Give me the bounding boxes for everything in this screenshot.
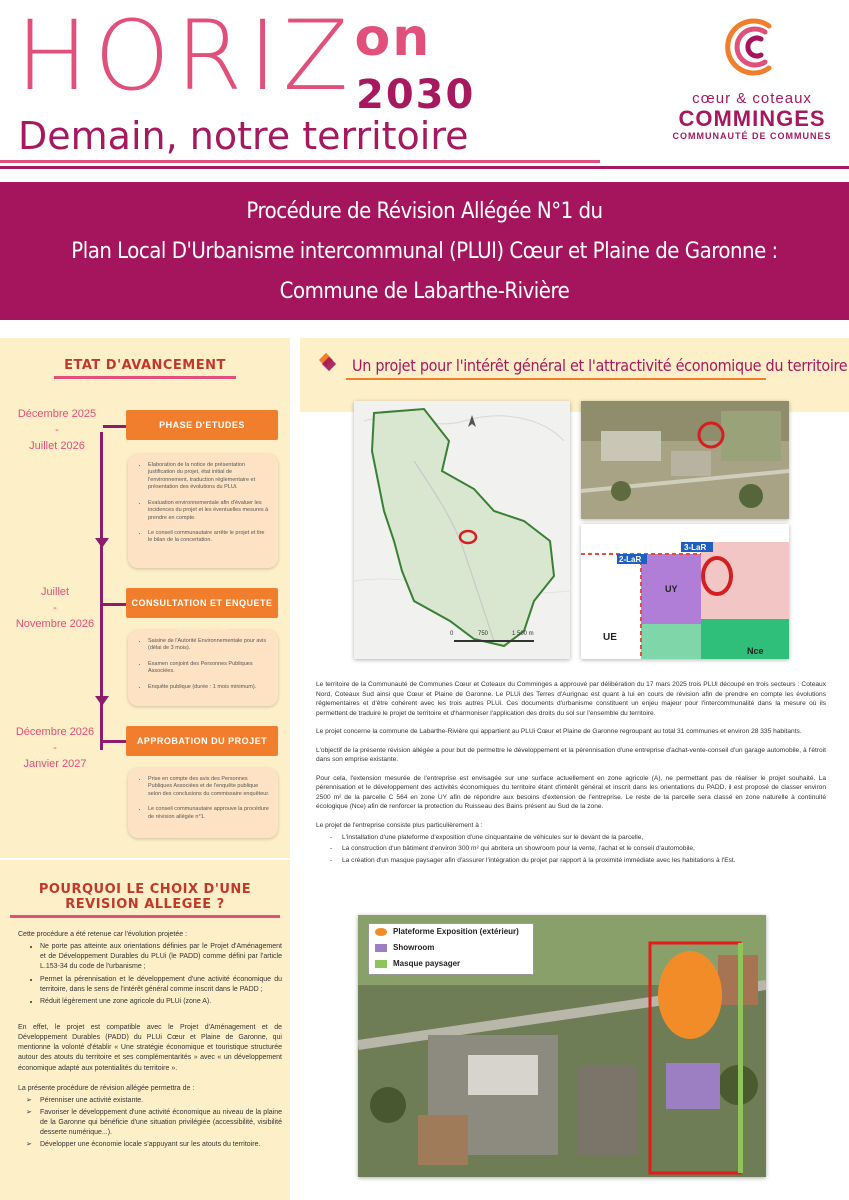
title-underline <box>346 378 766 380</box>
brand-subtitle: Demain, notre territoire <box>18 114 469 158</box>
logo-line-3: COMMUNAUTÉ DE COMMUNES <box>672 131 832 142</box>
title-banner <box>0 182 849 320</box>
list-item: ➢ Favoriser le développement d'une activité économique au niveau de la plaine de la Garonne qui bénéficie d'une situation privilégiée (accessibilité, visibilité desserte numérique...). <box>40 1108 282 1138</box>
phase-connector <box>103 425 126 428</box>
page-header <box>0 0 849 176</box>
phase-label: APPROBATION DU PROJET <box>126 726 278 756</box>
logo-line-1: cœur & coteaux <box>692 90 812 107</box>
phase-card <box>128 454 278 568</box>
phase-card <box>128 630 278 706</box>
header-divider <box>0 160 600 163</box>
right-title: Un projet pour l'intérêt général et l'attractivité économique du territoire <box>352 356 848 375</box>
list-item: • Ne porte pas atteinte aux orientations définies par le Projet d'Aménagement et de Développement Durables du PLUi (le PADD) comme défini par l'article L.153-34 du code de l'urbanisme ; <box>40 942 282 972</box>
list-item: • Prise en compte des avis des Personnes Publiques Associées et de l'enquête publique selon des conclusions du commissaire enquêteur. <box>148 776 270 798</box>
project-description <box>316 680 826 867</box>
list-item: • Le conseil communautaire approuve la procédure de révision allégée n°1. <box>148 806 270 821</box>
brand-year: 2030 <box>356 72 476 118</box>
list-item: • Le conseil communautaire arrête le projet et tire le bilan de la concertation. <box>148 530 270 545</box>
zone-label: 2-LaR <box>619 555 642 564</box>
list-item: ➢ Pérenniser une activité existante. <box>40 1096 282 1106</box>
progress-title: ETAT D'AVANCEMENT <box>40 358 250 379</box>
paragraph: Le projet concerne la commune de Labarthe-Rivière qui appartient au PLUi Cœur et Plaine de Garonne regroupant au total 31 communes et environ 28 335 habitants. <box>316 728 802 736</box>
list-item: • Permet la pérennisation et le développement d'une activité économique du territoire, dans le sens de l'intérêt général comme inscrit dans le PADD ; <box>40 975 282 995</box>
scale-label: 750 <box>478 631 489 637</box>
map-legend <box>368 923 534 975</box>
phase-dates: Décembre 2025 - Juillet 2026 <box>17 408 97 453</box>
why-intro: Cette procédure a été retenue car l'évolution projetée : <box>18 931 188 938</box>
zone-label: UY <box>665 584 678 594</box>
paragraph: Pour cela, l'extension mesurée de l'entreprise est envisagée sur une surface actuellement en zone agricole (A), ne permettant pas de réaliser le projet souhaité. La pérennisation et le développement des activités économiques du territoire étant d'intérêt général et inscrit dans les orientations du PADD, il est proposé de classer environ 2500 m² de la parcelle C 564 en zone UY afin de répondre aux besoins d'extension de l'entreprise. Le reste de la parcelle sera classé en zone naturelle à continuité écologique (Nce) afin de renforcer la protection du Ruisseau des Bains présent au Sud de la zone. <box>316 774 826 811</box>
legend-swatch <box>375 960 387 968</box>
list-item: • Examen conjoint des Personnes Publiques Associées. <box>148 661 270 676</box>
list-item: • Saisine de l'Autorité Environnementale pour avis (délai de 3 mois). <box>148 638 270 653</box>
scale-label: 0 <box>450 631 454 637</box>
brand-title: $HORIZ^{on}$ <box>16 0 432 112</box>
phase-card <box>128 768 278 838</box>
zoning-plan <box>581 524 789 659</box>
aerial-photo <box>581 401 789 519</box>
list-item: - La construction d'un bâtiment d'environ 300 m² qui abritera un showroom pour la vente, l'achat et le conseil d'automobile, <box>342 844 826 854</box>
diamond-icon <box>318 352 338 372</box>
list-item: ➢ Développer une économie locale s'appuyant sur les atouts du territoire. <box>40 1140 282 1150</box>
list-item: • Elaboration de la notice de présentation justification du projet, état initial de l'environnement, traduction réglementaire et présentation des évolutions du PLUi. <box>148 462 270 492</box>
phase-connector <box>103 740 126 743</box>
timeline-arrow-icon <box>95 538 109 548</box>
why-paragraph: En effet, le projet est compatible avec le Projet d'Aménagement et de Développement Durables (PADD) du PLUi Cœur et Plaine de Garonne, qui mentionne la volonté d'établir « Une stratégie économique et touristique structurée autour des atouts du territoire et ses complémentarités » avec « un développement économique adapté aux potentialités du territoire ». <box>18 1023 282 1072</box>
location-map <box>354 401 570 659</box>
phase-connector <box>103 603 126 606</box>
legend-item: Plateforme Exposition (extérieur) <box>369 924 533 940</box>
list-item: - La création d'un masque paysager afin d'assurer l'intégration du projet par rapport à la proximité immédiate avec les habitations à l'Est. <box>342 856 826 866</box>
why-text <box>18 930 282 1155</box>
legend-swatch <box>375 928 387 936</box>
brand-title-suffix: on <box>354 8 432 68</box>
phase-label: PHASE D'ETUDES <box>126 410 278 440</box>
phase-dates: Juillet - Novembre 2026 <box>15 586 95 631</box>
legend-swatch <box>375 944 387 952</box>
why-title: POURQUOI LE CHOIX D'UNE REVISION ALLEGEE ? <box>10 882 280 918</box>
header-divider <box>0 166 849 169</box>
legend-item: Masque paysager <box>369 956 533 972</box>
list-item: - L'installation d'une plateforme d'exposition d'une cinquantaine de véhicules sur le devant de la parcelle, <box>342 833 826 843</box>
section-divider <box>0 858 290 860</box>
phase-label: CONSULTATION ET ENQUETE <box>126 588 278 618</box>
list-item: • Evaluation environnementale afin d'évaluer les incidences du projet et les éventuelles mesures à prendre en compte. <box>148 500 270 522</box>
zone-label: UE <box>603 632 617 643</box>
list-item: • Réduit légèrement une zone agricole du PLUi (zone A). <box>40 997 282 1007</box>
list-item: • Enquête publique (durée : 1 mois minimum). <box>148 684 270 691</box>
paragraph: Le territoire de la Communauté de Communes Cœur et Coteaux du Comminges a approuvé par délibération du 17 mars 2025 trois PLUi découpé en trois secteurs : Coteaux Nord, Coteaux Sud ainsi que Cœur et Plaine de Garonne. Le PLUi des Terres d'Aurignac est quant à lui en cours de révision afin de prendre en compte les évolutions réglementaires et d'être cohérent avec les trois autres PLUi. Ces documents d'urbanisme constituent un enjeu majeur pour l'intercommunalité dans la mesure où ils permettent de traduire le projet de territoire et d'harmoniser l'application des droits du sol sur l'ensemble du territoire. <box>316 681 826 717</box>
timeline-arrow-icon <box>95 696 109 706</box>
logo-mark-icon <box>717 12 787 82</box>
why-paragraph: La présente procédure de révision allégée permettra de : <box>18 1084 195 1092</box>
zone-label: 3-LaR <box>684 543 707 552</box>
banner-line-3: Commune de Labarthe-Rivière <box>279 279 570 304</box>
zone-label: Nce <box>747 646 764 656</box>
paragraph: L'objectif de la présente révision allégée a pour but de permettre le développement et la pérennisation d'une entreprise d'achat-vente-conseil d'un garage automobile, à l'étroit dans son emprise existante. <box>316 746 826 764</box>
legend-item: Showroom <box>369 940 533 956</box>
logo <box>672 12 832 162</box>
banner-line-2: Plan Local D'Urbanisme intercommunal (PLUI) Cœur et Plaine de Garonne : <box>71 239 778 264</box>
phase-dates: Décembre 2026 - Janvier 2027 <box>15 726 95 771</box>
logo-line-2: COMMINGES <box>678 106 826 131</box>
banner-line-1: Procédure de Révision Allégée N°1 du <box>246 199 603 224</box>
paragraph: Le projet de l'entreprise consiste plus particulièrement à : <box>316 822 483 830</box>
scale-label: 1 500 m <box>512 631 534 637</box>
